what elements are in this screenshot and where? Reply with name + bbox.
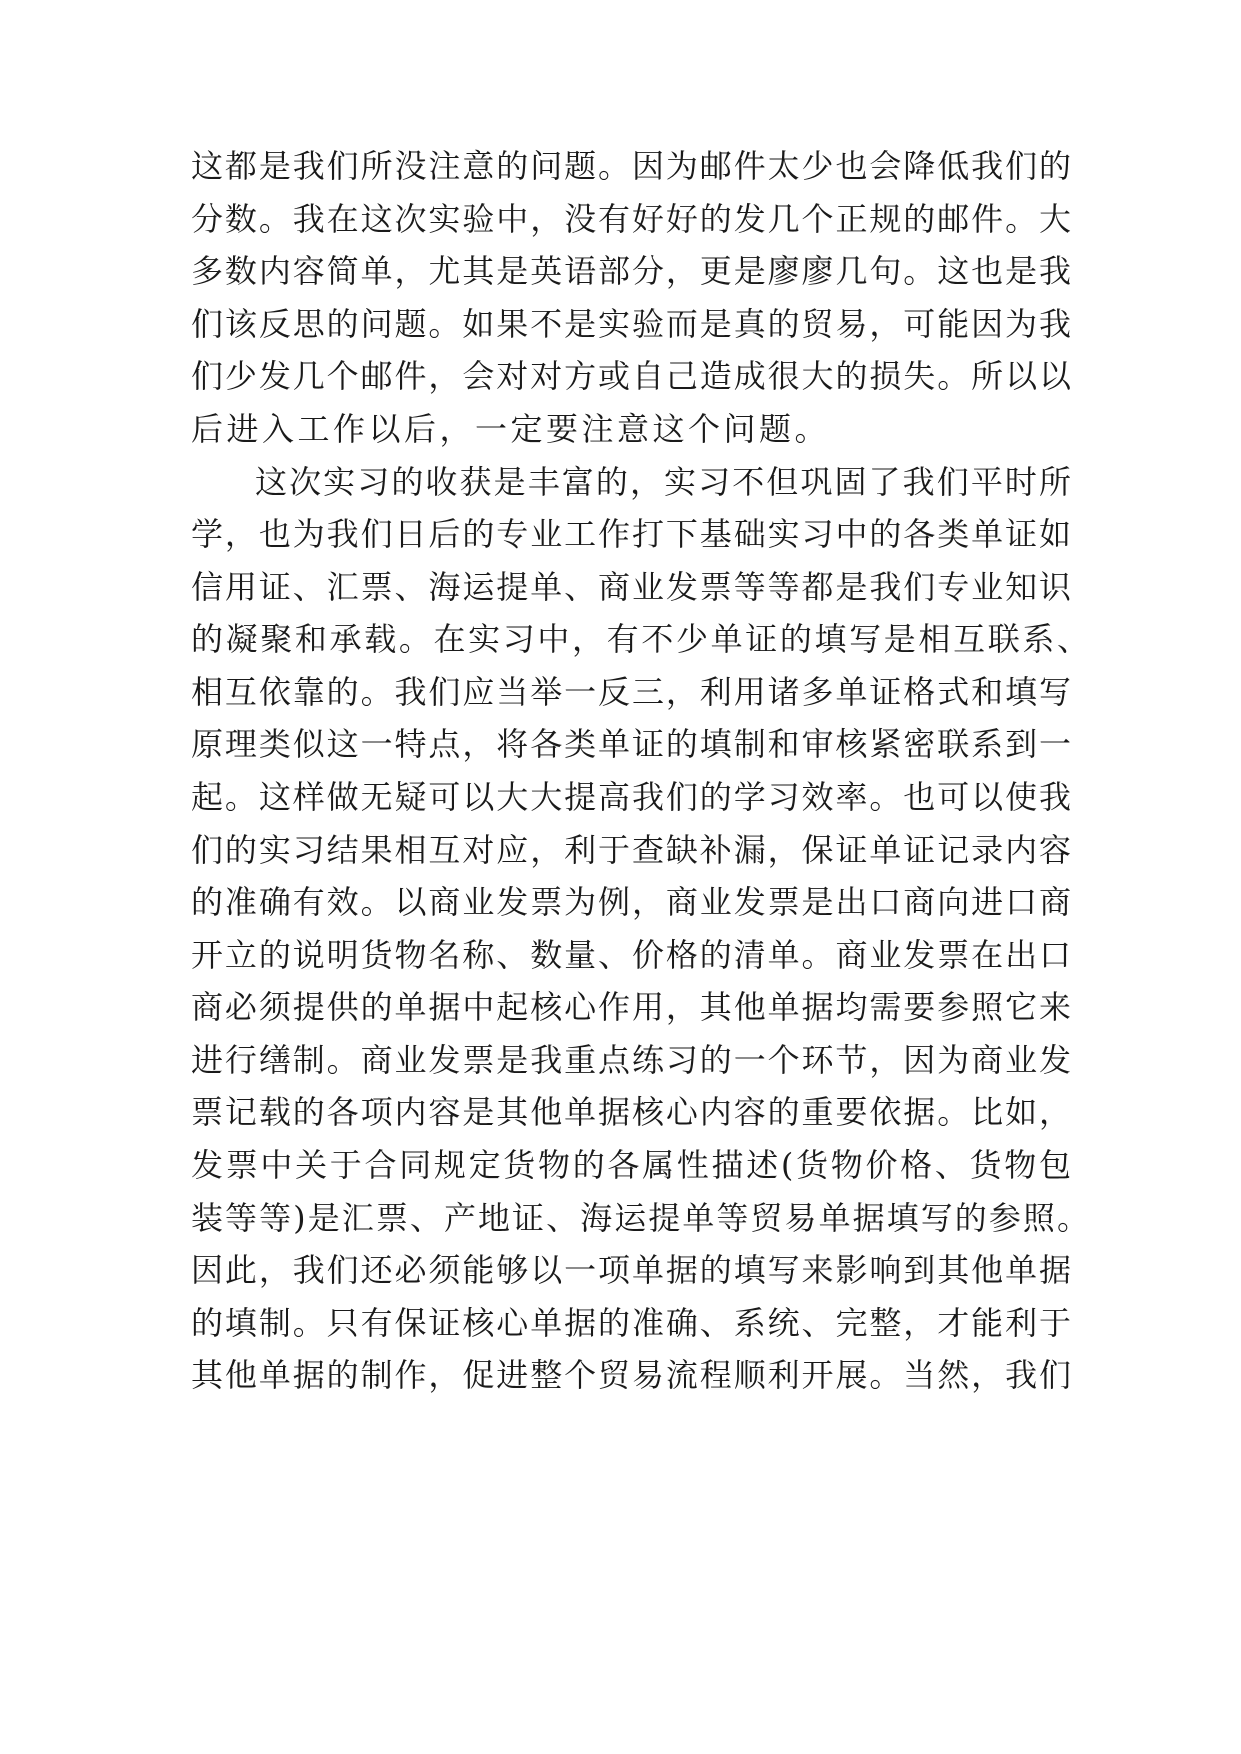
text-line: 多数内容简单，尤其是英语部分，更是廖廖几句。这也是我 xyxy=(191,252,1071,290)
text-line: 们的实习结果相互对应，利于查缺补漏，保证单证记录内容 xyxy=(191,831,1071,869)
text-line: 因此，我们还必须能够以一项单据的填写来影响到其他单据 xyxy=(191,1251,1071,1289)
text-line: 进行缮制。商业发票是我重点练习的一个环节，因为商业发 xyxy=(191,1041,1071,1079)
text-line: 相互依靠的。我们应当举一反三，利用诸多单证格式和填写 xyxy=(191,673,1071,711)
text-line: 发票中关于合同规定货物的各属性描述(货物价格、货物包 xyxy=(191,1146,1071,1184)
text-line: 这都是我们所没注意的问题。因为邮件太少也会降低我们的 xyxy=(191,147,1071,185)
text-line: 们少发几个邮件，会对对方或自己造成很大的损失。所以以 xyxy=(191,357,1071,395)
text-line: 们该反思的问题。如果不是实验而是真的贸易，可能因为我 xyxy=(191,305,1071,343)
text-line: 装等等)是汇票、产地证、海运提单等贸易单据填写的参照。 xyxy=(191,1199,1089,1237)
text-line: 学，也为我们日后的专业工作打下基础实习中的各类单证如 xyxy=(191,515,1071,553)
text-line: 开立的说明货物名称、数量、价格的清单。商业发票在出口 xyxy=(191,936,1071,974)
text-line: 后进入工作以后，一定要注意这个问题。 xyxy=(191,410,831,448)
text-line: 商必须提供的单据中起核心作用，其他单据均需要参照它来 xyxy=(191,988,1071,1026)
text-line: 的准确有效。以商业发票为例，商业发票是出口商向进口商 xyxy=(191,883,1071,921)
text-line: 原理类似这一特点，将各类单证的填制和审核紧密联系到一 xyxy=(191,725,1071,763)
text-line: 的凝聚和承载。在实习中，有不少单证的填写是相互联系、 xyxy=(191,620,1089,658)
text-line: 分数。我在这次实验中，没有好好的发几个正规的邮件。大 xyxy=(191,200,1071,238)
text-line: 其他单据的制作，促进整个贸易流程顺利开展。当然，我们 xyxy=(191,1356,1071,1394)
text-line: 信用证、汇票、海运提单、商业发票等等都是我们专业知识 xyxy=(191,568,1071,606)
paragraph-first-line: 这次实习的收获是丰富的，实习不但巩固了我们平时所 xyxy=(255,463,1071,501)
text-line: 票记载的各项内容是其他单据核心内容的重要依据。比如， xyxy=(191,1093,1071,1131)
text-line: 的填制。只有保证核心单据的准确、系统、完整，才能利于 xyxy=(191,1304,1071,1342)
text-line: 起。这样做无疑可以大大提高我们的学习效率。也可以使我 xyxy=(191,778,1071,816)
